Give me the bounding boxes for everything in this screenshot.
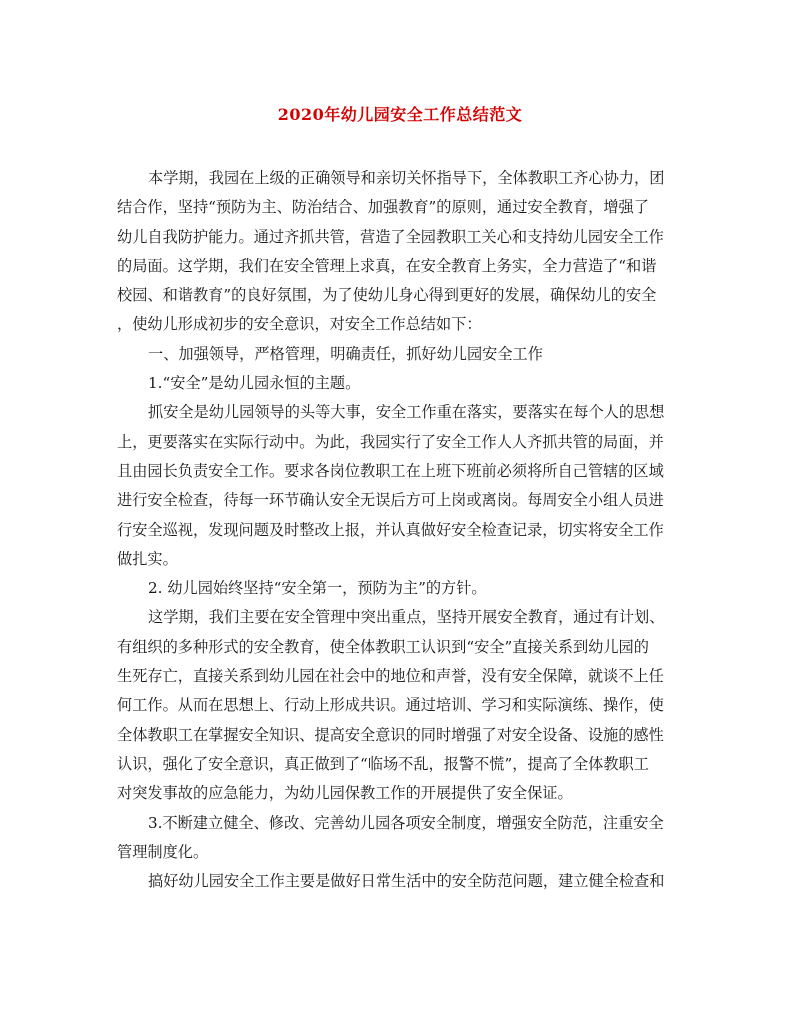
text-line: 认识，强化了安全意识，真正做到了“临场不乱，报警不慌”，提高了全体教职工 [117,754,649,773]
text-line: 的局面。这学期，我们在安全管理上求真，在安全教育上务实，全力营造了“和谐 [117,256,657,275]
text-line: 对突发事故的应急能力，为幼儿园保教工作的开展提供了安全保证。 [117,784,573,803]
text-line: 一、加强领导，严格管理，明确责任，抓好幼儿园安全工作 [148,344,543,363]
text-line: 本学期，我园在上级的正确领导和亲切关怀指导下，全体教职工齐心协力，团 [148,169,665,187]
text-line: 这学期，我们主要在安全管理中突出重点，坚持开展安全教育，通过有计划、 [148,608,665,627]
text-line: 管理制度化。 [117,842,209,861]
text-line: 进行安全检查，待每一环节确认安全无误后方可上岗或离岗。每周安全小组人员进 [117,491,664,510]
text-line: 2. 幼儿园始终坚持“安全第一，预防为主”的方针。 [148,579,487,598]
text-line: 全体教职工在掌握安全知识、提高安全意识的同时增强了对安全设备、设施的感性 [117,725,664,744]
text-line: 且由园长负责安全工作。要求各岗位教职工在上班下班前必须将所自己管辖的区域 [117,461,664,480]
text-line: 上，更要落实在实际行动中。为此，我园实行了安全工作人人齐抓共管的局面，并 [117,432,664,451]
text-line: 行安全巡视，发现问题及时整改上报，并认真做好安全检查记录，切实将安全工作 [117,520,664,539]
text-line: 1.“安全”是幼儿园永恒的主题。 [148,374,361,393]
text-line: 做扎实。 [117,549,178,568]
document-body [117,164,683,896]
text-line: 3.不断建立健全、修改、完善幼儿园各项安全制度，增强安全防范，注重安全 [148,813,664,832]
text-line: 校园、和谐教育”的良好氛围，为了使幼儿身心得到更好的发展，确保幼儿的安全 [117,286,657,305]
text-line: 结合作，坚持“预防为主、防治结合、加强教育”的原则，通过安全教育，增强了 [117,198,649,217]
text-line: 抓安全是幼儿园领导的头等大事，安全工作重在落实，要落实在每个人的思想 [148,403,665,422]
text-line: 生死存亡，直接关系到幼儿园在社会中的地位和声誉，没有安全保障，就谈不上任 [117,667,664,686]
text-line: 有组织的多种形式的安全教育，使全体教职工认识到“安全”直接关系到幼儿园的 [117,637,649,656]
text-line: ，使幼儿形成初步的安全意识，对安全工作总结如下： [117,315,482,334]
text-line: 幼儿自我防护能力。通过齐抓共管，营造了全园教职工关心和支持幼儿园安全工作 [117,227,664,246]
text-line: 搞好幼儿园安全工作主要是做好日常生活中的安全防范问题，建立健全检查和 [148,872,665,891]
document-title: 2020年幼儿园安全工作总结范文 [277,105,523,124]
text-line: 何工作。从而在思想上、行动上形成共识。通过培训、学习和实际演练、操作，使 [117,696,664,715]
